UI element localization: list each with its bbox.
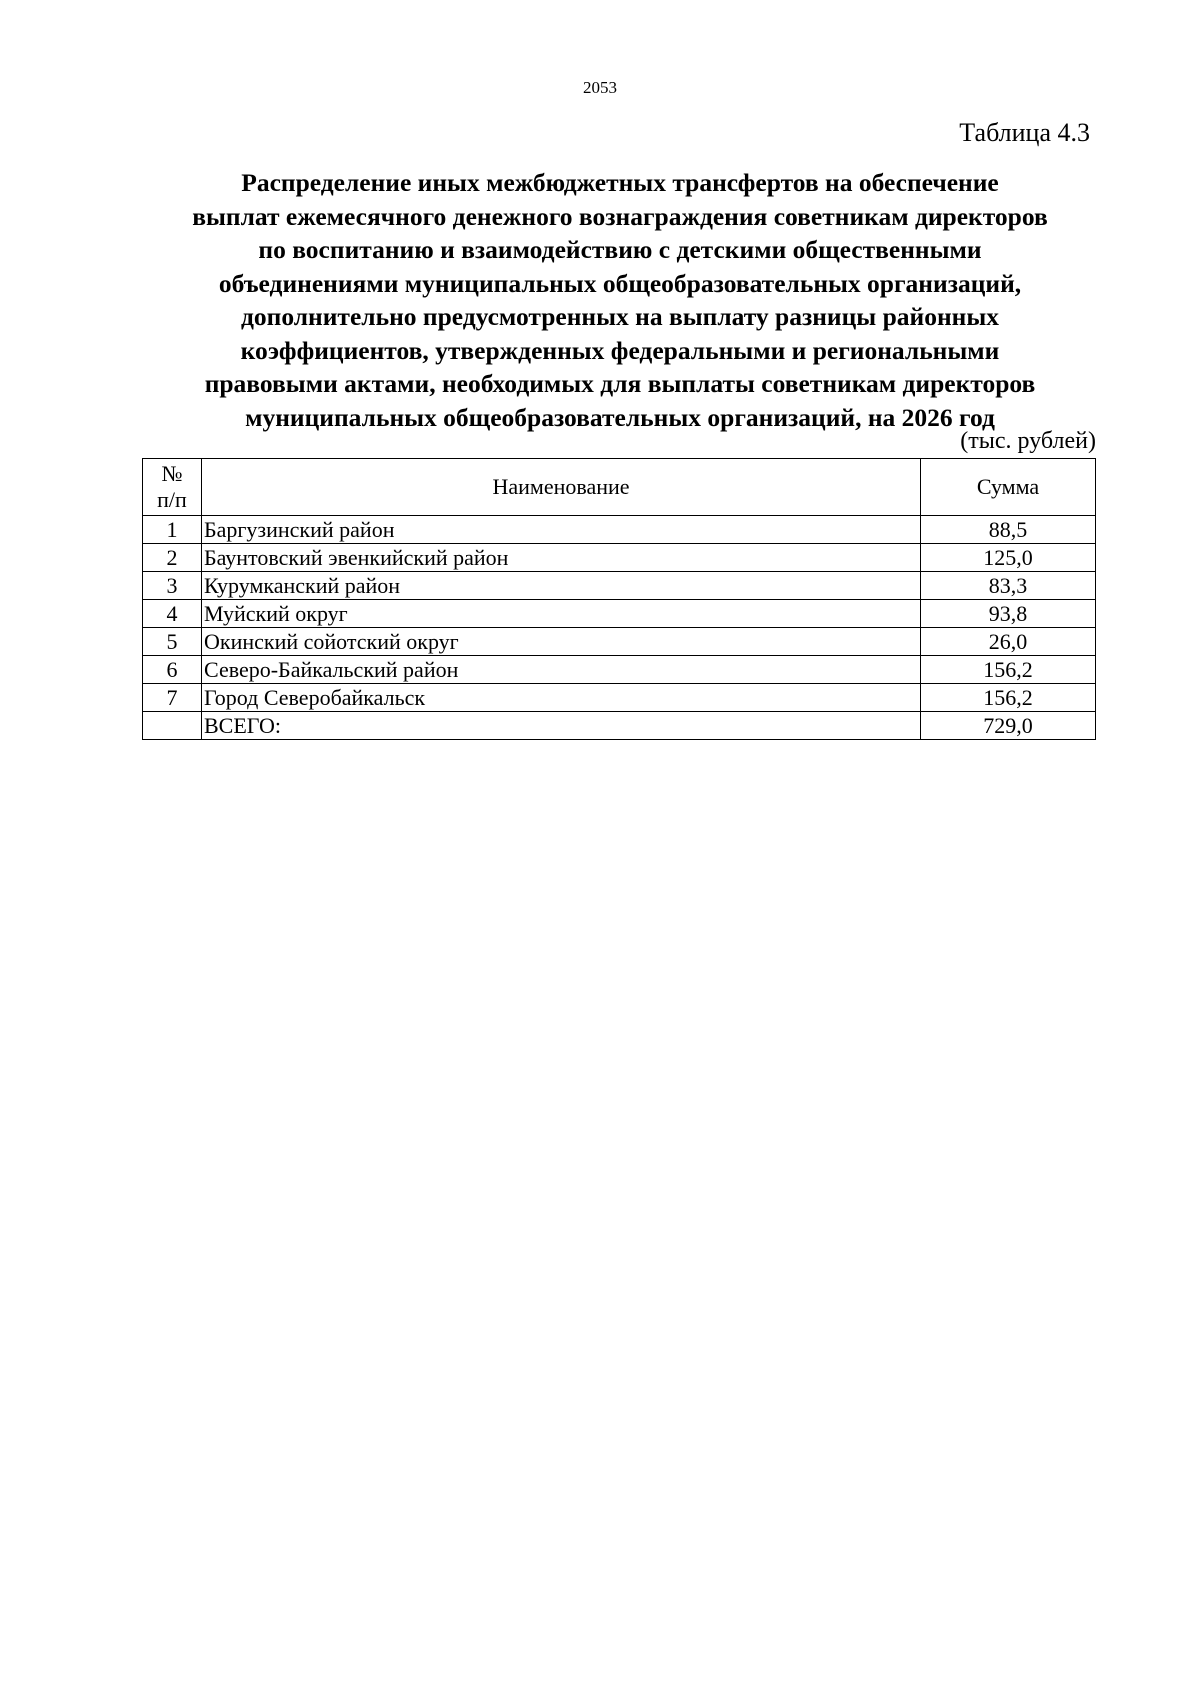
document-title: [140, 166, 1100, 434]
table-row: [143, 600, 1096, 628]
title-line: правовыми актами, необходимых для выплаты советникам директоров: [204, 369, 1036, 398]
title-line: выплат ежемесячного денежного вознаграждения советникам директоров: [192, 201, 1048, 231]
title-line: муниципальных общеобразовательных организаций, на 2026 год: [245, 402, 995, 432]
row-name: Баунтовский эвенкийский район: [202, 544, 921, 572]
row-name: Баргузинский район: [202, 516, 921, 544]
row-number: 2: [143, 544, 202, 572]
title-line: коэффициентов, утвержденных федеральными и региональными: [240, 335, 1000, 365]
table-total-row: [143, 712, 1096, 740]
units-label: (тыс. рублей): [960, 428, 1096, 454]
page-number: 2053: [583, 78, 617, 97]
row-sum: 156,2: [921, 684, 1096, 712]
table-row: [143, 572, 1096, 600]
table-row: [143, 544, 1096, 572]
header-name: Наименование: [202, 459, 921, 516]
table-header-row: [143, 459, 1096, 516]
row-name: Окинский сойотский округ: [202, 628, 921, 656]
table-row: [143, 684, 1096, 712]
header-number: [143, 459, 202, 516]
title-line: дополнительно предусмотренных на выплату разницы районных: [240, 302, 999, 331]
total-number: [143, 712, 202, 740]
row-number: 7: [143, 684, 202, 712]
title-line: объединениями муниципальных общеобразовательных организаций,: [218, 268, 1022, 298]
table-row: [143, 516, 1096, 544]
title-line: по воспитанию и взаимодействию с детскими общественными: [258, 235, 982, 264]
title-line: Распределение иных межбюджетных трансфертов на обеспечение: [241, 168, 999, 197]
row-number: 6: [143, 656, 202, 684]
row-sum: 125,0: [921, 544, 1096, 572]
total-label: ВСЕГО:: [202, 712, 921, 740]
row-sum: 156,2: [921, 656, 1096, 684]
row-name: Муйский округ: [202, 600, 921, 628]
total-sum: 729,0: [921, 712, 1096, 740]
row-sum: 88,5: [921, 516, 1096, 544]
row-name: Город Северобайкальск: [202, 684, 921, 712]
header-sum: Сумма: [921, 459, 1096, 516]
row-number: 1: [143, 516, 202, 544]
table-caption: Таблица 4.3: [959, 118, 1090, 147]
row-sum: 93,8: [921, 600, 1096, 628]
allocation-table: [142, 458, 1096, 740]
row-number: 4: [143, 600, 202, 628]
table-row: [143, 628, 1096, 656]
header-number-abbrev: п/п: [157, 487, 187, 512]
row-number: 5: [143, 628, 202, 656]
header-number-symbol: №: [161, 461, 183, 486]
row-sum: 83,3: [921, 572, 1096, 600]
table-row: [143, 656, 1096, 684]
row-number: 3: [143, 572, 202, 600]
row-name: Курумканский район: [202, 572, 921, 600]
row-sum: 26,0: [921, 628, 1096, 656]
row-name: Северо-Байкальский район: [202, 656, 921, 684]
